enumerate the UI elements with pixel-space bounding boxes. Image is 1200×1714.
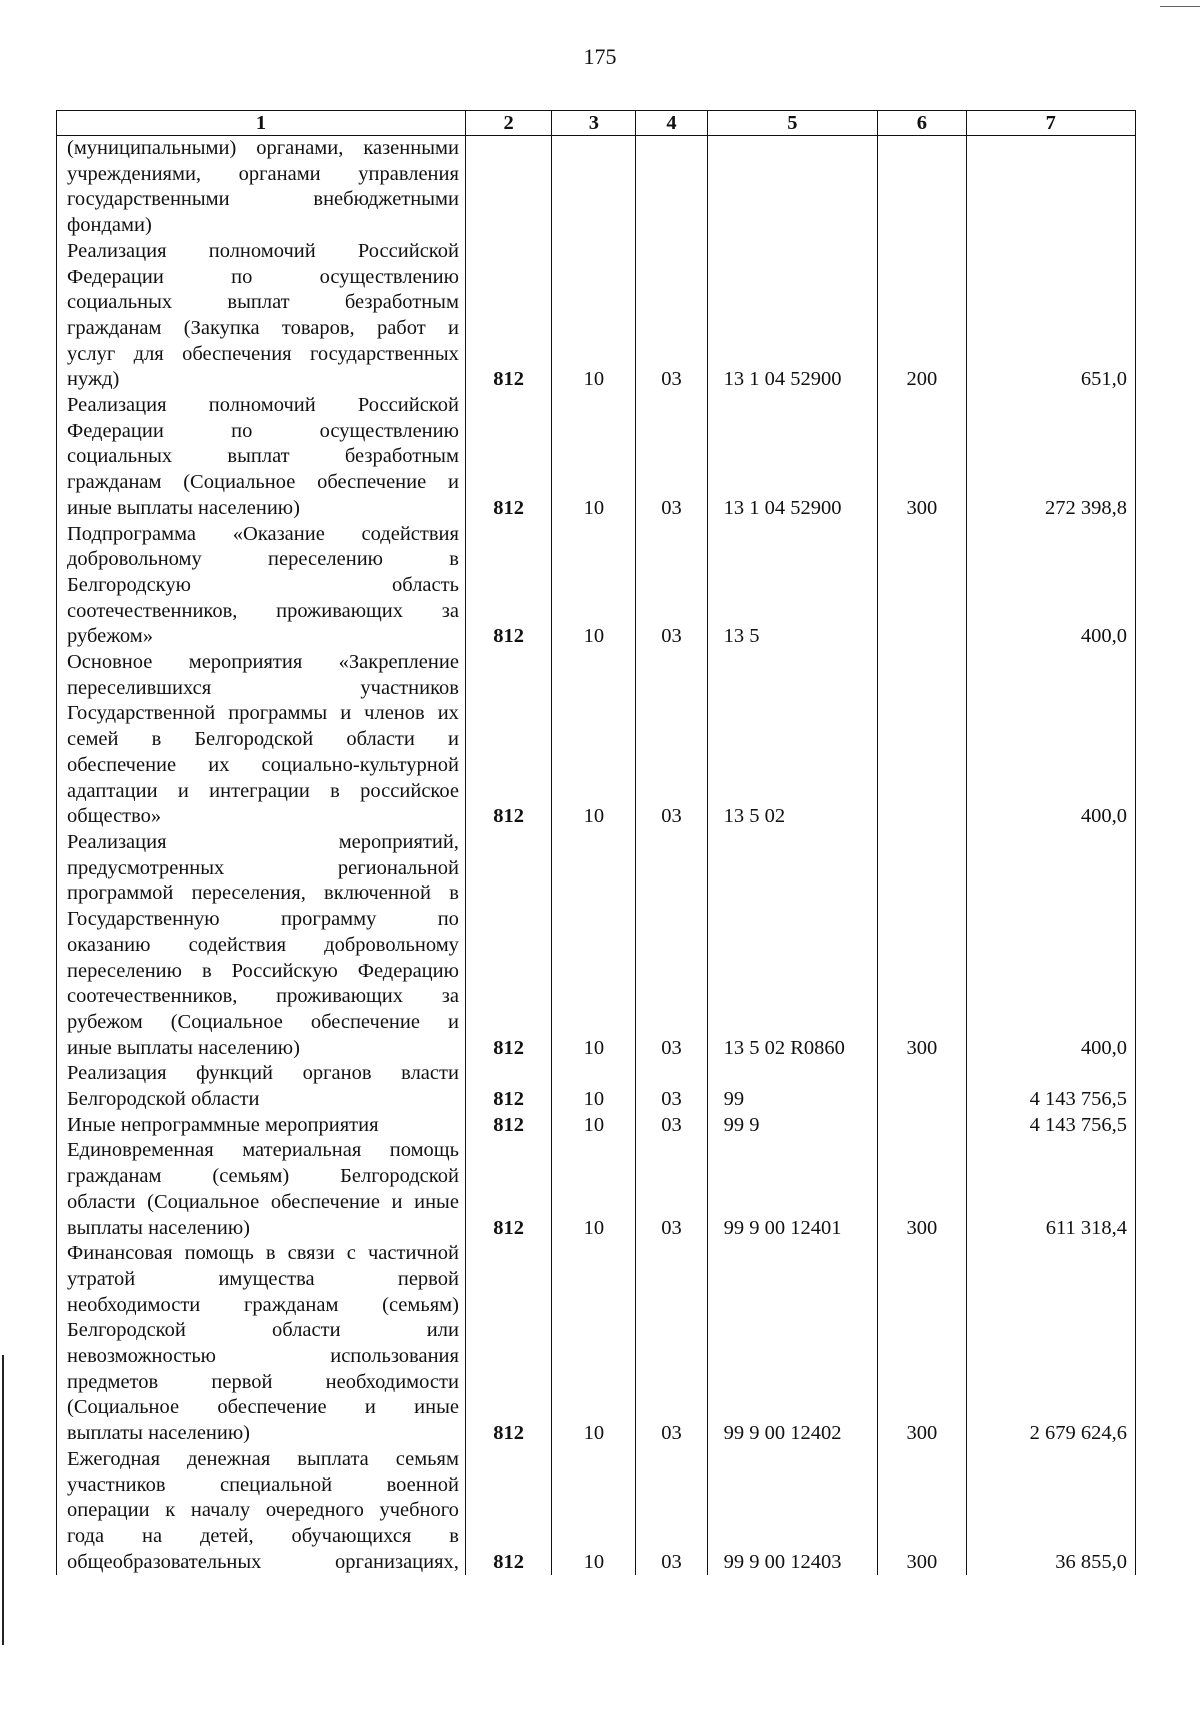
row-amount: 2 679 624,6 <box>966 1241 1135 1447</box>
row-amount: 36 855,0 <box>966 1447 1135 1576</box>
description-line: общеобразовательных организациях, <box>67 1550 459 1573</box>
description-line: Реализация мероприятий, <box>67 830 459 853</box>
row-section: 10 <box>552 830 636 1061</box>
description-line: гражданам (Социальное обеспечение и <box>67 471 459 494</box>
description-line: Государственной программы и членов их <box>67 702 459 725</box>
row-description <box>57 136 466 239</box>
description-line: Федерации по осуществлению <box>67 419 459 442</box>
row-subsection: 03 <box>636 1061 707 1112</box>
description-line: семей в Белгородской области и <box>67 728 459 751</box>
description-line: Реализация полномочий Российской <box>67 394 459 417</box>
row-expense-type <box>878 1113 966 1139</box>
description-line: года на детей, обучающихся в <box>67 1524 459 1547</box>
scan-edge <box>2 1355 4 1645</box>
table-row <box>57 522 1136 651</box>
description-line: гражданам (Закупка товаров, работ и <box>67 316 459 339</box>
row-target-article: 99 9 00 12401 <box>707 1138 877 1241</box>
row-description <box>57 1447 466 1576</box>
description-line: иные выплаты населению) <box>67 1036 300 1059</box>
description-line: Белгородскую область <box>67 573 459 596</box>
description-line: соотечественников, проживающих за <box>67 599 459 622</box>
row-subsection: 03 <box>636 650 707 830</box>
description-line: социальных выплат безработным <box>67 291 459 314</box>
description-line: переселению в Российскую Федерацию <box>67 959 459 982</box>
description-line: предусмотренных региональной <box>67 856 459 879</box>
table-row <box>57 1113 1136 1139</box>
table-row <box>57 1241 1136 1447</box>
header-col-5: 5 <box>707 111 877 136</box>
header-col-4: 4 <box>636 111 707 136</box>
description-line: нужд) <box>67 368 120 391</box>
table-row <box>57 1138 1136 1241</box>
description-line: оказанию содействия добровольному <box>67 933 459 956</box>
description-line: Реализация полномочий Российской <box>67 239 459 262</box>
description-line: Иные непрограммные мероприятия <box>67 1113 379 1136</box>
row-ministry-code: 812 <box>465 1138 551 1241</box>
row-ministry-code: 812 <box>465 830 551 1061</box>
description-line: Реализация функций органов власти <box>67 1062 459 1085</box>
row-expense-type: 300 <box>878 1447 966 1576</box>
row-subsection: 03 <box>636 239 707 393</box>
header-row <box>57 111 1136 136</box>
description-line: невозможностью использования <box>67 1345 459 1368</box>
row-expense-type <box>878 1061 966 1112</box>
description-line: участников специальной военной <box>67 1473 459 1496</box>
row-section: 10 <box>552 522 636 651</box>
description-line: общество» <box>67 805 162 828</box>
row-expense-type <box>878 136 966 239</box>
description-line: операции к началу очередного учебного <box>67 1499 459 1522</box>
row-amount <box>966 136 1135 239</box>
row-section: 10 <box>552 1113 636 1139</box>
row-amount: 4 143 756,5 <box>966 1061 1135 1112</box>
description-line: переселившихся участников <box>67 676 459 699</box>
row-description <box>57 830 466 1061</box>
description-line: фондами) <box>67 214 152 237</box>
row-target-article: 13 5 02 R0860 <box>707 830 877 1061</box>
table-row <box>57 393 1136 522</box>
description-line: адаптации и интеграции в российское <box>67 779 459 802</box>
row-subsection: 03 <box>636 522 707 651</box>
table-row <box>57 1447 1136 1576</box>
description-line: необходимости гражданам (семьям) <box>67 1293 459 1316</box>
row-section: 10 <box>552 650 636 830</box>
description-line: социальных выплат безработным <box>67 445 459 468</box>
row-amount: 400,0 <box>966 830 1135 1061</box>
description-line: Ежегодная денежная выплата семьям <box>67 1447 459 1470</box>
row-subsection: 03 <box>636 1447 707 1576</box>
row-subsection: 03 <box>636 1113 707 1139</box>
description-line: Белгородской области <box>67 1088 260 1111</box>
header-col-7: 7 <box>966 111 1135 136</box>
row-amount: 400,0 <box>966 650 1135 830</box>
row-target-article: 99 9 00 12402 <box>707 1241 877 1447</box>
description-line: гражданам (семьям) Белгородской <box>67 1165 459 1188</box>
row-subsection <box>636 136 707 239</box>
header-col-3: 3 <box>552 111 636 136</box>
row-ministry-code: 812 <box>465 522 551 651</box>
row-amount: 400,0 <box>966 522 1135 651</box>
description-line: Подпрограмма «Оказание содействия <box>67 522 459 545</box>
description-line: соотечественников, проживающих за <box>67 985 459 1008</box>
row-expense-type: 300 <box>878 830 966 1061</box>
scan-mark <box>1160 6 1200 7</box>
header-col-6: 6 <box>878 111 966 136</box>
row-subsection: 03 <box>636 830 707 1061</box>
table-row <box>57 239 1136 393</box>
row-ministry-code <box>465 136 551 239</box>
row-expense-type: 300 <box>878 1138 966 1241</box>
description-line: иные выплаты населению) <box>67 496 300 519</box>
row-target-article: 99 9 <box>707 1113 877 1139</box>
header-col-2: 2 <box>465 111 551 136</box>
row-section <box>552 136 636 239</box>
row-expense-type <box>878 650 966 830</box>
row-target-article: 13 5 <box>707 522 877 651</box>
description-line: рубежом (Социальное обеспечение и <box>67 1010 459 1033</box>
description-line: выплаты населению) <box>67 1422 251 1445</box>
budget-table <box>56 110 1136 1575</box>
row-ministry-code: 812 <box>465 1241 551 1447</box>
description-line: (Социальное обеспечение и иные <box>67 1396 459 1419</box>
row-subsection: 03 <box>636 1241 707 1447</box>
row-target-article: 13 1 04 52900 <box>707 393 877 522</box>
row-ministry-code: 812 <box>465 1113 551 1139</box>
row-ministry-code: 812 <box>465 1061 551 1112</box>
description-line: Белгородской области или <box>67 1319 459 1342</box>
description-line: (муниципальными) органами, казенными <box>67 137 459 159</box>
row-ministry-code: 812 <box>465 650 551 830</box>
description-line: учреждениями, органами управления <box>67 162 459 185</box>
description-line: Федерации по осуществлению <box>67 265 459 288</box>
description-line: добровольному переселению в <box>67 548 459 571</box>
table-row <box>57 136 1136 239</box>
row-target-article <box>707 136 877 239</box>
row-description <box>57 239 466 393</box>
description-line: государственными внебюджетными <box>67 188 459 211</box>
row-expense-type: 300 <box>878 393 966 522</box>
row-description <box>57 1061 466 1112</box>
description-line: области (Социальное обеспечение и иные <box>67 1190 459 1213</box>
description-line: Единовременная материальная помощь <box>67 1139 459 1162</box>
table-row <box>57 1061 1136 1112</box>
row-target-article: 13 5 02 <box>707 650 877 830</box>
row-target-article: 99 9 00 12403 <box>707 1447 877 1576</box>
row-section: 10 <box>552 1138 636 1241</box>
row-description <box>57 393 466 522</box>
row-expense-type: 300 <box>878 1241 966 1447</box>
row-description <box>57 1113 466 1139</box>
row-target-article: 99 <box>707 1061 877 1112</box>
description-line: выплаты населению) <box>67 1216 251 1239</box>
row-section: 10 <box>552 1447 636 1576</box>
row-amount: 4 143 756,5 <box>966 1113 1135 1139</box>
description-line: утратой имущества первой <box>67 1267 459 1290</box>
row-amount: 272 398,8 <box>966 393 1135 522</box>
row-section: 10 <box>552 1061 636 1112</box>
row-subsection: 03 <box>636 1138 707 1241</box>
row-description <box>57 1138 466 1241</box>
row-ministry-code: 812 <box>465 393 551 522</box>
row-amount: 651,0 <box>966 239 1135 393</box>
row-section: 10 <box>552 393 636 522</box>
table-row <box>57 650 1136 830</box>
row-expense-type: 200 <box>878 239 966 393</box>
description-line: обеспечение их социально-культурной <box>67 753 459 776</box>
row-description <box>57 650 466 830</box>
row-expense-type <box>878 522 966 651</box>
row-description <box>57 1241 466 1447</box>
row-subsection: 03 <box>636 393 707 522</box>
description-line: Основное мероприятия «Закрепление <box>67 651 459 674</box>
description-line: услуг для обеспечения государственных <box>67 342 459 365</box>
row-ministry-code: 812 <box>465 1447 551 1576</box>
description-line: рубежом» <box>67 625 153 648</box>
row-target-article: 13 1 04 52900 <box>707 239 877 393</box>
row-section: 10 <box>552 239 636 393</box>
row-section: 10 <box>552 1241 636 1447</box>
row-ministry-code: 812 <box>465 239 551 393</box>
row-description <box>57 522 466 651</box>
description-line: предметов первой необходимости <box>67 1370 459 1393</box>
description-line: программой переселения, включенной в <box>67 882 459 905</box>
row-amount: 611 318,4 <box>966 1138 1135 1241</box>
description-line: Финансовая помощь в связи с частичной <box>67 1242 459 1265</box>
description-line: Государственную программу по <box>67 908 459 931</box>
page-number: 175 <box>583 44 617 69</box>
table-row <box>57 830 1136 1061</box>
header-col-1: 1 <box>57 111 466 136</box>
